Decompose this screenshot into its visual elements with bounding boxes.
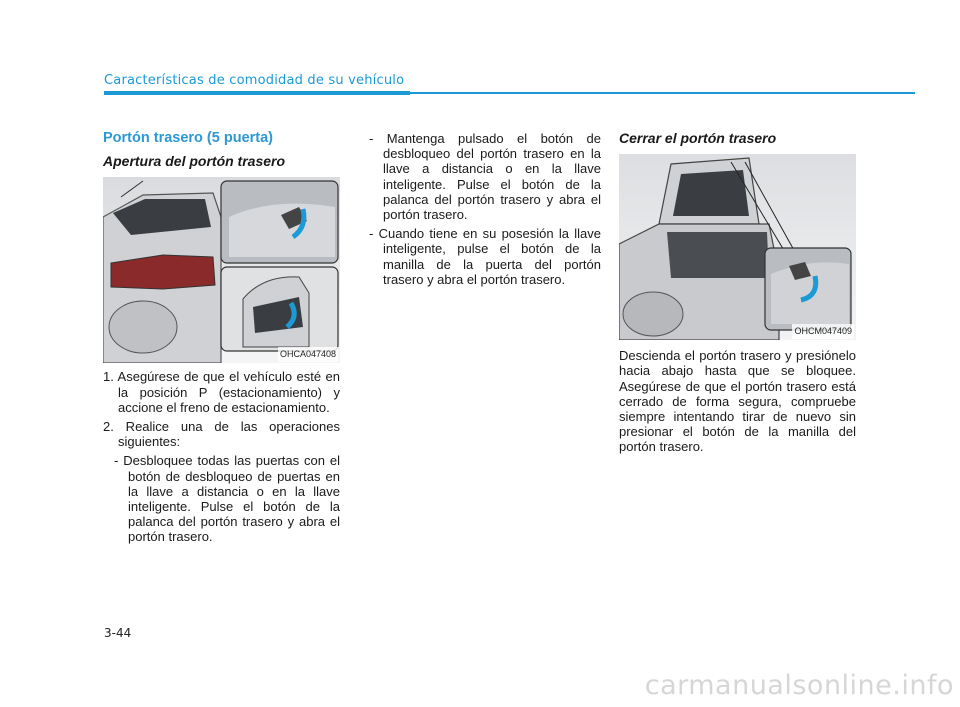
header-line [410, 92, 915, 94]
column-3 [619, 131, 856, 455]
figure-code: OHCM047409 [792, 324, 854, 339]
tailgate-close-illustration [619, 154, 856, 340]
column-2 [369, 131, 601, 291]
option-smart-key: - Cuando tiene en su posesión la llave inteligente, pulse el botón de la manilla de la puerta del portón trasero y abra el portón trasero. [369, 226, 601, 287]
subtitle-closing: Cerrar el portón trasero [619, 130, 777, 146]
option-unlock-all: - Desbloquee todas las puertas con el botón de desbloqueo de puertas en la llave a distancia o en la llave inteligente. Pulse el botón de la palanca del portón trasero y abra el portón trasero. [114, 453, 340, 545]
figure-closing-tailgate [619, 154, 856, 340]
option-hold-unlock: - Mantenga pulsado el botón de desbloqueo del portón trasero en la llave a distancia o en la llave inteligente. Pulse el botón de la palanca del portón trasero y abra el portón trasero. [369, 131, 601, 223]
column-1 [103, 131, 340, 549]
page-number: 3-44 [104, 626, 132, 640]
watermark: carmanualsonline.info [644, 670, 954, 701]
subtitle-opening: Apertura del portón trasero [103, 153, 286, 170]
section-title: Portón trasero (5 puerta) [103, 130, 273, 146]
tailgate-open-illustration [103, 177, 340, 363]
step-2: 2. Realice una de las operaciones siguientes: [103, 419, 340, 450]
closing-instructions: Descienda el portón trasero y presiónelo hacia abajo hasta que se bloquee. Asegúrese de que el portón trasero está cerrado de forma segura, compruebe siempre intentando tirar de nuevo sin presionar el botón de la manilla del portón trasero. [619, 348, 856, 455]
header-title: Características de comodidad de su vehículo [104, 73, 405, 88]
step-1: 1. Asegúrese de que el vehículo esté en la posición P (estacionamiento) y accione el freno de estacionamiento. [103, 369, 340, 415]
header-bar [104, 91, 410, 95]
figure-code: OHCA047408 [278, 347, 338, 362]
figure-opening-tailgate [103, 177, 340, 363]
